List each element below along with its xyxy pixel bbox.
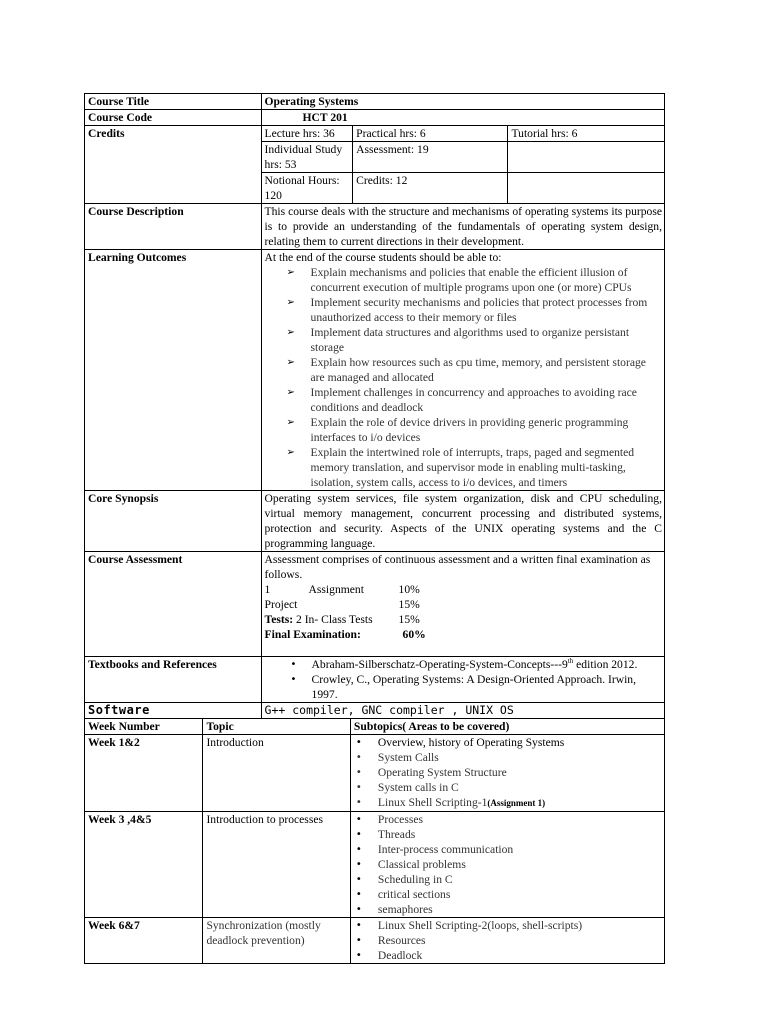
- empty-cell: [508, 142, 665, 173]
- week-subtopics: [350, 812, 664, 918]
- bullet-icon: •: [355, 752, 362, 763]
- references-list: [265, 657, 662, 702]
- assessment-name: [265, 612, 399, 627]
- subtopic-item: [354, 842, 662, 857]
- subtopic-list: [354, 812, 662, 917]
- reference-item: [285, 672, 662, 702]
- description-row: [85, 204, 665, 250]
- subtopic-item: [354, 902, 662, 917]
- synopsis-text: Operating system services, file system organization, disk and CPU scheduling, virtual memory management, concurrent processing and distributed systems, protection and security. Aspects of the UNIX operating systems and the C programming language.: [261, 491, 664, 552]
- references-cell: [261, 657, 664, 703]
- bullet-icon: •: [355, 767, 362, 778]
- empty-cell: [508, 173, 665, 204]
- reference-tail: edition 2012.: [573, 658, 638, 671]
- bullet-icon: •: [355, 797, 362, 808]
- assessment-percent: 15%: [398, 598, 420, 611]
- week-topic: Introduction to processes: [203, 812, 350, 918]
- subtopic-text: semaphores: [377, 903, 433, 916]
- outcome-text: Explain how resources such as cpu time, memory, and persistent storage are managed and allocated: [310, 356, 646, 384]
- credits-value: Credits: 12: [353, 173, 508, 204]
- credits-label: Credits: [85, 126, 262, 204]
- schedule-row: [85, 918, 665, 964]
- reference-text: Abraham-Silberschatz-Operating-System-Concepts---9: [311, 658, 568, 671]
- week-number: Week 6&7: [85, 918, 203, 964]
- assessment-name: Final Examination:: [264, 628, 361, 641]
- assessment-item: [265, 597, 426, 612]
- bullet-icon: •: [355, 844, 362, 855]
- lecture-hours: Lecture hrs: 36: [261, 126, 353, 142]
- outcome-item: [287, 415, 662, 445]
- assessment-breakdown: [265, 582, 426, 642]
- subtopic-item: [354, 812, 662, 827]
- bullet-icon: •: [355, 889, 362, 900]
- bullet-icon: •: [290, 674, 297, 685]
- schedule-row: [85, 812, 665, 918]
- assessment-name: Project: [264, 598, 298, 611]
- bullet-icon: •: [355, 904, 362, 915]
- assessment-item: [265, 612, 426, 627]
- arrow-bullet-icon: ➢: [286, 447, 295, 458]
- assessment-number: 1: [264, 583, 271, 596]
- outcomes-list: [265, 265, 662, 490]
- software-row: [85, 703, 665, 719]
- week-topic: Introduction: [203, 735, 350, 812]
- arrow-bullet-icon: ➢: [286, 267, 295, 278]
- assessment-item: [265, 582, 426, 597]
- subtopic-list: [354, 735, 662, 811]
- software-label: Software: [85, 703, 262, 719]
- course-outline-table: [84, 93, 665, 964]
- bullet-icon: •: [355, 782, 362, 793]
- schedule-header-row: [85, 719, 665, 735]
- assessment-percent: 15%: [398, 613, 420, 626]
- arrow-bullet-icon: ➢: [286, 387, 295, 398]
- outcome-text: Explain the intertwined role of interrupts, traps, paged and segmented memory translation, and supervisor mode in enabling multi-tasking, isolation, system calls, access to i/o devices, and timers: [310, 446, 635, 489]
- software-value: G++ compiler, GNC compiler , UNIX OS: [261, 703, 664, 719]
- assessment-label: Course Assessment: [85, 552, 262, 657]
- subtopic-text: Inter-process communication: [377, 843, 514, 856]
- topic-header: Topic: [203, 719, 350, 735]
- assessment-intro: Assessment comprises of continuous assessment and a written final examination as follows.: [264, 553, 651, 581]
- subtopic-text: System calls in C: [377, 781, 459, 794]
- bullet-icon: •: [355, 814, 362, 825]
- course-title-value: Operating Systems: [261, 94, 664, 110]
- assignment-note: (Assignment 1): [487, 798, 546, 808]
- bullet-icon: •: [355, 737, 362, 748]
- outcome-text: Implement security mechanisms and policies that protect processes from unauthorized access to their memory or files: [310, 296, 648, 324]
- subtopics-header: Subtopics( Areas to be covered): [350, 719, 664, 735]
- outcome-text: Explain the role of device drivers in providing generic programming interfaces to i/o devices: [310, 416, 629, 444]
- description-label: Course Description: [85, 204, 262, 250]
- bullet-icon: •: [355, 874, 362, 885]
- subtopic-text: critical sections: [377, 888, 451, 901]
- outcome-text: Implement challenges in concurrency and approaches to avoiding race conditions and deadlock: [310, 386, 637, 414]
- bullet-icon: •: [355, 935, 362, 946]
- outcome-item: [287, 445, 662, 490]
- reference-text: Crowley, C., Operating Systems: A Design-Oriented Approach. Irwin, 1997.: [311, 673, 636, 701]
- assessment-cell: [261, 552, 664, 657]
- tests-detail: 2 In- Class Tests: [293, 613, 373, 626]
- course-code-label: Course Code: [85, 110, 262, 126]
- course-title-row: [85, 94, 665, 110]
- tests-label: Tests:: [264, 613, 294, 626]
- week-number: Week 3 ,4&5: [85, 812, 203, 918]
- outcomes-row: [85, 250, 665, 491]
- week-subtopics: [350, 735, 664, 812]
- subtopic-text: Processes: [377, 813, 424, 826]
- subtopic-item: [354, 750, 662, 765]
- arrow-bullet-icon: ➢: [286, 357, 295, 368]
- subtopic-text: Scheduling in C: [377, 873, 453, 886]
- subtopic-item: [354, 887, 662, 902]
- subtopic-text: Operating System Structure: [377, 766, 507, 779]
- bullet-icon: •: [355, 950, 362, 961]
- subtopic-text: Linux Shell Scripting-2(loops, shell-scripts): [377, 919, 583, 932]
- week-number-header: Week Number: [85, 719, 203, 735]
- outcome-item: [287, 325, 662, 355]
- subtopic-text: Resources: [377, 934, 426, 947]
- notional-hours: Notional Hours: 120: [261, 173, 353, 204]
- week-number: Week 1&2: [85, 735, 203, 812]
- bullet-icon: •: [355, 920, 362, 931]
- assessment-item: [265, 627, 426, 642]
- assessment-row: [85, 552, 665, 657]
- subtopic-item: [354, 765, 662, 780]
- course-code-row: [85, 110, 665, 126]
- assessment-percent: 60%: [402, 628, 426, 641]
- arrow-bullet-icon: ➢: [286, 417, 295, 428]
- reference-item: [285, 657, 662, 672]
- outcome-item: [287, 265, 662, 295]
- outcomes-intro: At the end of the course students should be able to:: [264, 251, 502, 264]
- week-subtopics: [350, 918, 664, 964]
- individual-study-hours: Individual Study hrs: 53: [261, 142, 353, 173]
- schedule-row: [85, 735, 665, 812]
- subtopic-item: [354, 857, 662, 872]
- assessment-percent: 10%: [398, 583, 420, 596]
- credits-row-1: [85, 126, 665, 142]
- subtopic-item: [354, 735, 662, 750]
- references-row: [85, 657, 665, 703]
- subtopic-text: Linux Shell Scripting-1: [377, 796, 488, 809]
- course-code-value: HCT 201: [261, 110, 664, 126]
- outcome-text: Explain mechanisms and policies that enable the efficient illusion of concurrent execution of multiple programs upon one (or more) CPUs: [310, 266, 632, 294]
- subtopic-item: [354, 780, 662, 795]
- outcome-item: [287, 295, 662, 325]
- subtopic-text: Classical problems: [377, 858, 466, 871]
- outcome-text: Implement data structures and algorithms used to organize persistant storage: [310, 326, 630, 354]
- subtopic-item: [354, 933, 662, 948]
- subtopic-text: Deadlock: [377, 949, 423, 962]
- assessment-hours: Assessment: 19: [353, 142, 508, 173]
- subtopic-item: [354, 795, 662, 811]
- description-text: This course deals with the structure and mechanisms of operating systems its purpose is to provide an understanding of the fundamentals of operating system design, relating them to current directions in their development.: [261, 204, 664, 250]
- subtopic-item: [354, 948, 662, 963]
- subtopic-text: Overview, history of Operating Systems: [377, 736, 565, 749]
- subtopic-list: [354, 918, 662, 963]
- arrow-bullet-icon: ➢: [286, 297, 295, 308]
- bullet-icon: •: [355, 859, 362, 870]
- outcomes-cell: [261, 250, 664, 491]
- tutorial-hours: Tutorial hrs: 6: [508, 126, 665, 142]
- subtopic-text: Threads: [377, 828, 416, 841]
- subtopic-item: [354, 827, 662, 842]
- outcome-item: [287, 355, 662, 385]
- synopsis-label: Core Synopsis: [85, 491, 262, 552]
- subtopic-item: [354, 872, 662, 887]
- bullet-icon: •: [290, 659, 297, 670]
- subtopic-item: [354, 918, 662, 933]
- practical-hours: Practical hrs: 6: [353, 126, 508, 142]
- arrow-bullet-icon: ➢: [286, 327, 295, 338]
- outcome-item: [287, 385, 662, 415]
- synopsis-row: [85, 491, 665, 552]
- assessment-name: Assignment: [308, 583, 364, 596]
- week-topic: Synchronization (mostly deadlock prevention): [203, 918, 350, 964]
- reference-superscript: th: [567, 657, 574, 666]
- course-title-label: Course Title: [85, 94, 262, 110]
- bullet-icon: •: [355, 829, 362, 840]
- subtopic-text: System Calls: [377, 751, 439, 764]
- references-label: Textbooks and References: [85, 657, 262, 703]
- outcomes-label: Learning Outcomes: [85, 250, 262, 491]
